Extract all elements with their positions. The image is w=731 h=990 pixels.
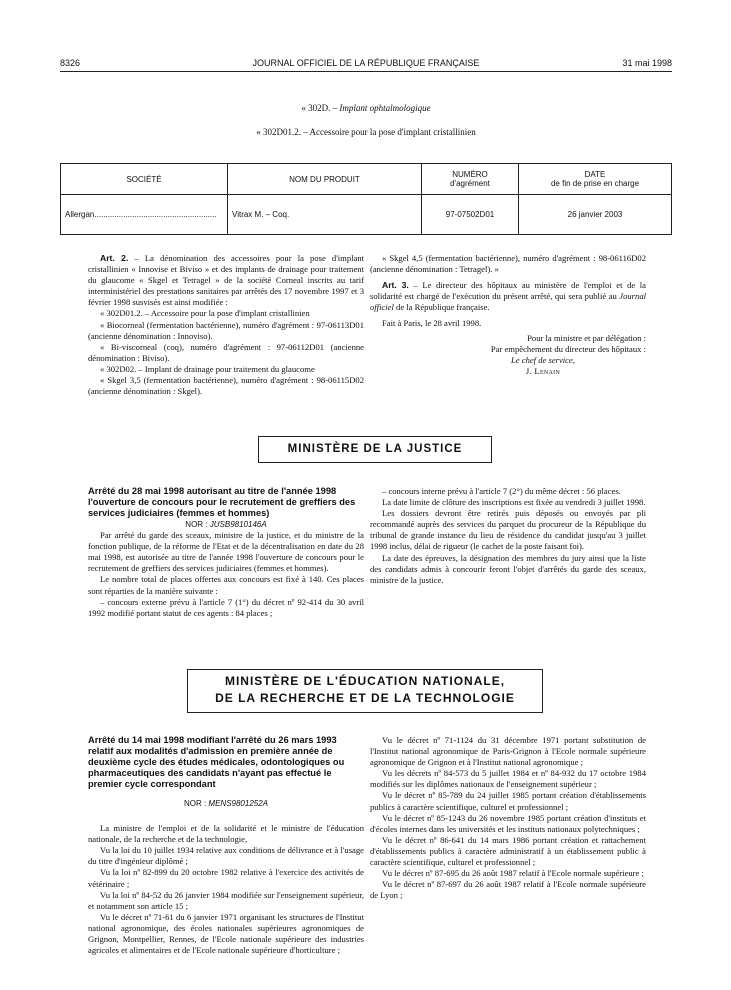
art3-label: Art. 3. — [382, 280, 409, 291]
arrete-education-paragraph: Vu le décret nº 85-1243 du 26 novembre 1985 portant création d'instituts et d'écoles internes dans les universités et les instituts nationaux polytechniques ; — [370, 812, 646, 834]
arrete-justice-right — [370, 486, 646, 586]
ministry-education-line-1: MINISTÈRE DE L'ÉDUCATION NATIONALE, — [224, 674, 506, 688]
ministry-justice-box: MINISTÈRE DE LA JUSTICE — [258, 436, 492, 463]
arrete-justice-paragraph: La date des épreuves, la désignation des membres du jury ainsi que la liste des candidats admis à concourir feront l'objet d'arrêtés du garde des sceaux, ministre de la justice. — [370, 552, 646, 585]
art2-intro: – La dénomination des accessoires pour la pose d'implant cristallinien « Innovise et Biviso » et des implants de drainage pour traitement du glaucome « Skgel et Tetragel » de la société Corneal inscrits au tarif interministériel des prestations sanitaires par arrêtés des 17 novembre 1997 et 3 février 1998 susvisés est ainsi modifiée : — [88, 253, 365, 308]
table-row — [61, 195, 672, 235]
arrete-education-title: Arrêté du 14 mai 1998 modifiant l'arrêté du 26 mars 1993 relatif aux modalités d'admission en première année de deuxième cycle des études médicales, odontologiques ou pharmaceutiques des candidats n'ayant pas effectué le premier cycle correspondant — [88, 735, 345, 789]
art2-line: « 302D01.2. – Accessoire pour la pose d'implant cristallinien — [100, 308, 310, 319]
arrete-justice-left — [88, 486, 364, 619]
arrete-education-paragraph: Vu les décrets nº 84-573 du 5 juillet 1984 et nº 84-932 du 17 octobre 1984 modifiés sur les diplômes nationaux de l'enseignement supérieur ; — [370, 768, 646, 790]
col-header-societe: SOCIÉTÉ — [61, 164, 228, 195]
art2-line: « Biocorneal (fermentation bactérienne), numéro d'agrément : 97-06113D01 (ancienne dénomination : Innoviso). — [88, 319, 364, 341]
section-heading-title: Implant ophtalmologique — [339, 103, 431, 113]
signature-line-2: Par empêchement du directeur des hôpitaux : — [490, 343, 646, 354]
nor-code: MENS9801252A — [208, 799, 269, 808]
col-header-date — [519, 164, 672, 195]
arrete-justice-paragraph: La date limite de clôture des inscriptions est fixée au vendredi 3 juillet 1998. — [382, 497, 646, 508]
arrete-education-right — [370, 735, 646, 901]
art2-line: « 302D02. – Implant de drainage pour traitement du glaucome — [100, 363, 315, 374]
art2-block — [88, 253, 364, 397]
col-header-date-2: de fin de prise en charge — [550, 179, 640, 188]
arrete-justice-paragraph: Par arrêté du garde des sceaux, ministre de la justice, et du ministre de la fonction publique, de la réforme de l'Etat et de la décentralisation en date du 28 mai 1998, est autorisée au titre de l'année 1998 l'ouverture de concours pour le recrutement de greffiers des services judiciaires (femmes et hommes). — [88, 530, 364, 574]
section-heading — [60, 103, 672, 113]
arrete-education-paragraph: Vu le décret nº 86-641 du 14 mars 1986 portant création et rattachement d'établissements publics à caractère administratif à un établissement public à caractère scientifique, culturel et professionnel ; — [370, 834, 646, 868]
art2-label: Art. 2. — [100, 253, 129, 263]
section-heading-code: « 302D. – — [301, 103, 340, 113]
signature-name: J. Lenain — [525, 365, 561, 376]
arrete-education-paragraph: Vu le décret nº 87-697 du 26 août 1987 relatif à l'Ecole normale supérieure de Lyon ; — [370, 879, 646, 901]
arrete-education-paragraph: Vu le décret nº 71-1124 du 31 décembre 1971 portant substitution de l'Institut national agronomique de Paris-Grignon à l'Ecole normale supérieure agronomique de Grignon et à l'Institut national agronomique ; — [370, 735, 646, 768]
art2-continuation: « Skgel 4,5 (fermentation bactérienne), numéro d'agrément : 98-06116D02 (ancienne dénomination : Tetragel). » — [370, 253, 646, 275]
ministry-education-line-2: DE LA RECHERCHE ET DE LA TECHNOLOGIE — [215, 691, 515, 705]
cell-agrement: 97-07502D01 — [422, 195, 519, 235]
arrete-education-paragraph: Vu le décret nº 85-789 du 24 juillet 1985 portant création d'établissements publics à caractère scientifique, culturel et professionnel ; — [370, 790, 646, 812]
ministry-education-box — [187, 669, 543, 713]
header-rule — [60, 71, 672, 72]
journal-title: JOURNAL OFFICIEL DE LA RÉPUBLIQUE FRANÇAISE — [252, 58, 480, 68]
arrete-education-paragraph: Vu la loi nº 82-899 du 20 octobre 1982 relative à l'exercice des activités de vétérinaire ; — [88, 867, 364, 889]
art2-line: « Skgel 3,5 (fermentation bactérienne), numéro d'agrément : 98-06115D02 (ancienne dénomination : Skgel). — [88, 375, 364, 397]
signature-role: Le chef de service, — [511, 354, 575, 365]
col-header-produit: NOM DU PRODUIT — [228, 164, 422, 195]
nor-label: NOR : — [183, 799, 209, 808]
col-header-date-1: DATE — [584, 170, 606, 179]
arrete-education-paragraph: Vu le décret nº 71-61 du 6 janvier 1971 organisant les structures de l'Institut national agronomique, des écoles nationales supérieures agronomiques de Grignon, Montpellier, Rennes, de l'Ecole nationale supérieure des industries agricoles et alimentaires et de l'Ecole nationale supérieure d'horticulture ; — [88, 911, 364, 956]
table-header-row — [61, 164, 672, 195]
right-column-top — [370, 253, 646, 377]
section-subheading: « 302D01.2. – Accessoire pour la pose d'implant cristallinien — [256, 127, 476, 137]
arrete-justice-paragraph: – concours interne prévu à l'article 7 (2°) du même décret : 56 places. — [382, 486, 621, 496]
arrete-justice-paragraph: Le nombre total de places offertes aux concours est fixé à 140. Ces places sont réparties de la manière suivante : — [88, 574, 364, 596]
arrete-education-paragraph: Vu la loi du 10 juillet 1934 relative aux conditions de délivrance et à l'usage du titre d'ingénieur diplômé ; — [88, 845, 364, 867]
col-header-agrement-1: NUMÉRO — [452, 170, 488, 179]
signature-place-date: Fait à Paris, le 28 avril 1998. — [382, 318, 482, 329]
art3-text-before: – Le directeur des hôpitaux au ministère de l'emploi et de la solidarité est chargé de l'exécution du présent arrêté, qui sera publié au — [370, 280, 646, 302]
arrete-education-paragraph: La ministre de l'emploi et de la solidarité et le ministre de l'éducation nationale, de la recherche et de la technologie, — [88, 823, 364, 845]
nor-code: JUSB9810146A — [209, 520, 267, 529]
nor-label: NOR : — [185, 520, 210, 529]
product-table — [60, 163, 672, 235]
arrete-justice-paragraph: – concours externe prévu à l'article 7 (1°) du décret nº 92-414 du 30 avril 1992 modifié portant statut de ces agents : 84 places ; — [88, 596, 364, 618]
arrete-justice-paragraph: Les dossiers devront être retirés puis déposés ou envoyés par pli recommandé auprès des services du parquet du procureur de la République du tribunal de grande instance du lieu de résidence du candidat jusqu'au 3 juillet 1998 inclus, délai de rigueur (le cachet de la poste faisant foi). — [370, 508, 646, 552]
col-header-agrement-2: d'agrément — [450, 179, 490, 188]
arrete-education-left — [88, 735, 364, 956]
arrete-education-paragraph: Vu le décret nº 87-695 du 26 août 1987 relatif à l'Ecole normale supérieure ; — [382, 868, 644, 879]
signature-line-1: Pour la ministre et par délégation : — [527, 332, 646, 343]
cell-societe: Allergan....................................................... — [61, 195, 228, 235]
page-number: 8326 — [60, 58, 81, 68]
cell-produit: Vitrax M. – Coq. — [228, 195, 422, 235]
page-date: 31 mai 1998 — [622, 58, 672, 68]
arrete-education-paragraph: Vu la loi nº 84-52 du 26 janvier 1984 modifiée sur l'enseignement supérieur, et notamment son article 15 ; — [88, 889, 364, 911]
art2-line: « Bi-viscorneal (coq), numéro d'agrément : 97-06112D01 (ancienne dénomination : Biviso). — [88, 341, 364, 363]
art3-text-after: de la République française. — [393, 302, 490, 313]
cell-date: 26 janvier 2003 — [519, 195, 672, 235]
arrete-justice-title: Arrêté du 28 mai 1998 autorisant au titre de l'année 1998 l'ouverture de concours pour le recrutement de greffiers des services judiciaires (femmes et hommes) — [88, 486, 356, 518]
col-header-agrement — [422, 164, 519, 195]
art3-journal: Journal officiel — [370, 291, 646, 313]
